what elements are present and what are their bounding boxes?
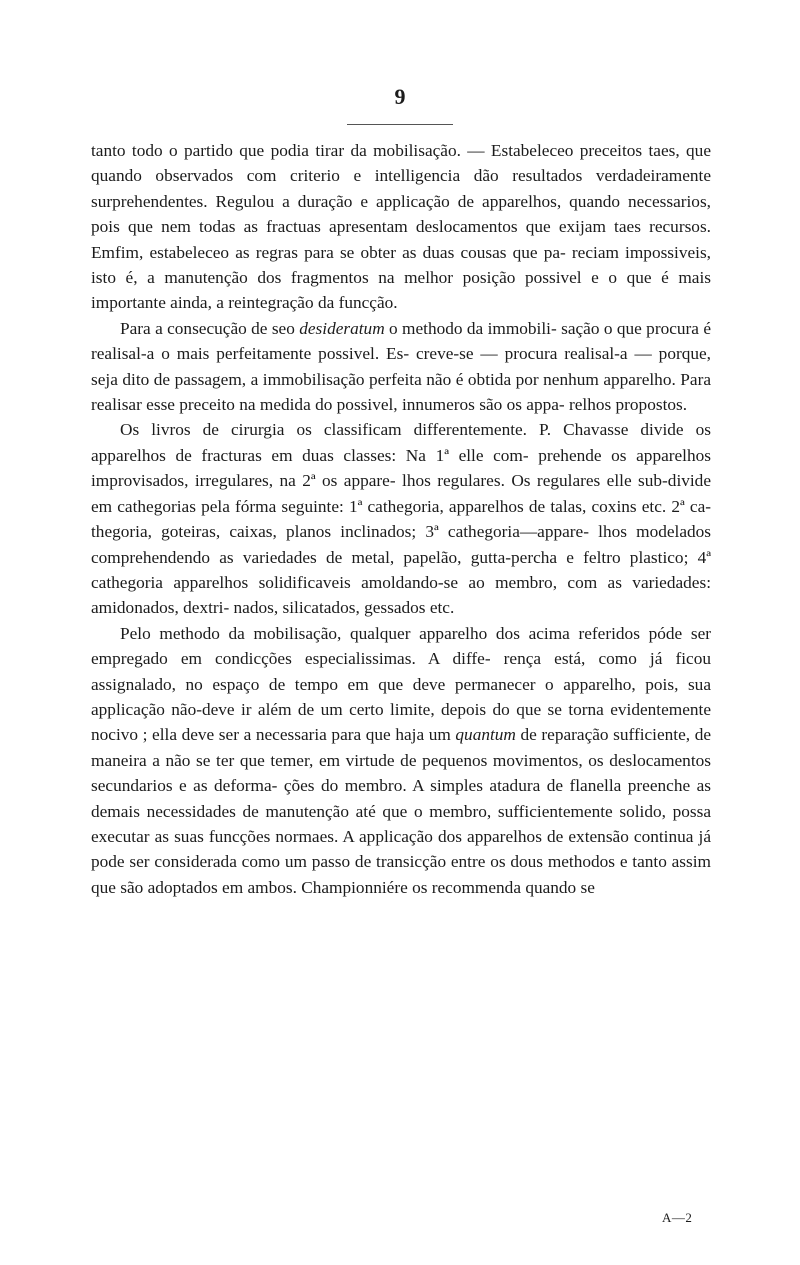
paragraph-text: tanto todo o partido que podia tirar da mobilisação. — Estabeleceo preceitos taes, que quando observados com criterio e intelligencia dão resultados verdadeiramente surprehendentes. Regulou a duração e applicação de apparelhos, quando necessarios, pois que nem todas as fractuas apresentam deslocamentos que exijam taes recursos. Emfim, estabeleceo as regras para se obter as duas cousas que pa- reciam impossiveis, isto é, a manutenção dos fragmentos na melhor posição possivel e o que é mais importante ainda, a reintegração da funcção. [91,141,711,313]
paragraph-text: o methodo da immobili- sação o que procura é realisal-a o mais perfeitamente possivel. Es- creve-se — procura realisal-a — porque, seja dito de passagem, a immobilisação perfeita não é obtida por nenhum apparelho. Para realisar esse preceito na medida do possivel, innumeros são os appa- relhos propostos. [91,318,711,415]
page-number: 9 [394,84,406,109]
paragraph-text: Para a consecução de seo [120,318,300,338]
italic-term: desideratum [299,318,385,338]
body-text [91,138,711,900]
paragraph-4 [91,621,711,900]
paragraph-1 [91,138,711,316]
paragraph-text: Pelo methodo da mobilisação, qualquer apparelho dos acima referidos póde ser empregado em condicções especialissimas. A diffe- rença está, como já ficou assignalado, no espaço de tempo em que deve permanecer o apparelho, pois, sua applicação não-deve ir além de um certo limite, depois do que se torna evidentemente nocivo ; ella deve ser a necessaria para que haja um [91,623,711,745]
paragraph-2 [91,316,711,418]
header-rule [347,124,453,125]
italic-term: quantum [455,725,516,745]
signature-mark: A—2 [662,1210,693,1225]
paragraph-text: de reparação sufficiente, de maneira a não se ter que temer, em virtude de pequenos movimentos, os deslocamentos secundarios e as deforma- ções do membro. A simples atadura de flanella preenche as demais necessidades de manutenção até que o membro, sufficientemente solido, possa executar as suas funcções normaes. A applicação dos apparelhos de extensão continua já pode ser considerada como um passo de transicção entre os dous methodos e tanto assim que são adoptados em ambos. Championniére os recommenda quando se [91,725,712,897]
paragraph-3 [91,417,711,620]
paragraph-text: Os livros de cirurgia os classificam differentemente. P. Chavasse divide os apparelhos de fracturas em duas classes: Na 1ª elle com- prehende os apparelhos improvisados, irregulares, na 2ª os appare- lhos regulares. Os regulares elle sub-divide em cathegorias pela fórma seguinte: 1ª cathegoria, apparelhos de talas, coxins etc. 2ª ca- thegoria, goteiras, caixas, planos inclinados; 3ª cathegoria—appare- lhos modelados comprehendendo as variedades de metal, papelão, gutta-percha e feltro plastico; 4ª cathegoria apparelhos solidificaveis amoldando-se ao membro, com as variedades: amidonados, dextri- nados, silicatados, gessados etc. [91,420,711,618]
